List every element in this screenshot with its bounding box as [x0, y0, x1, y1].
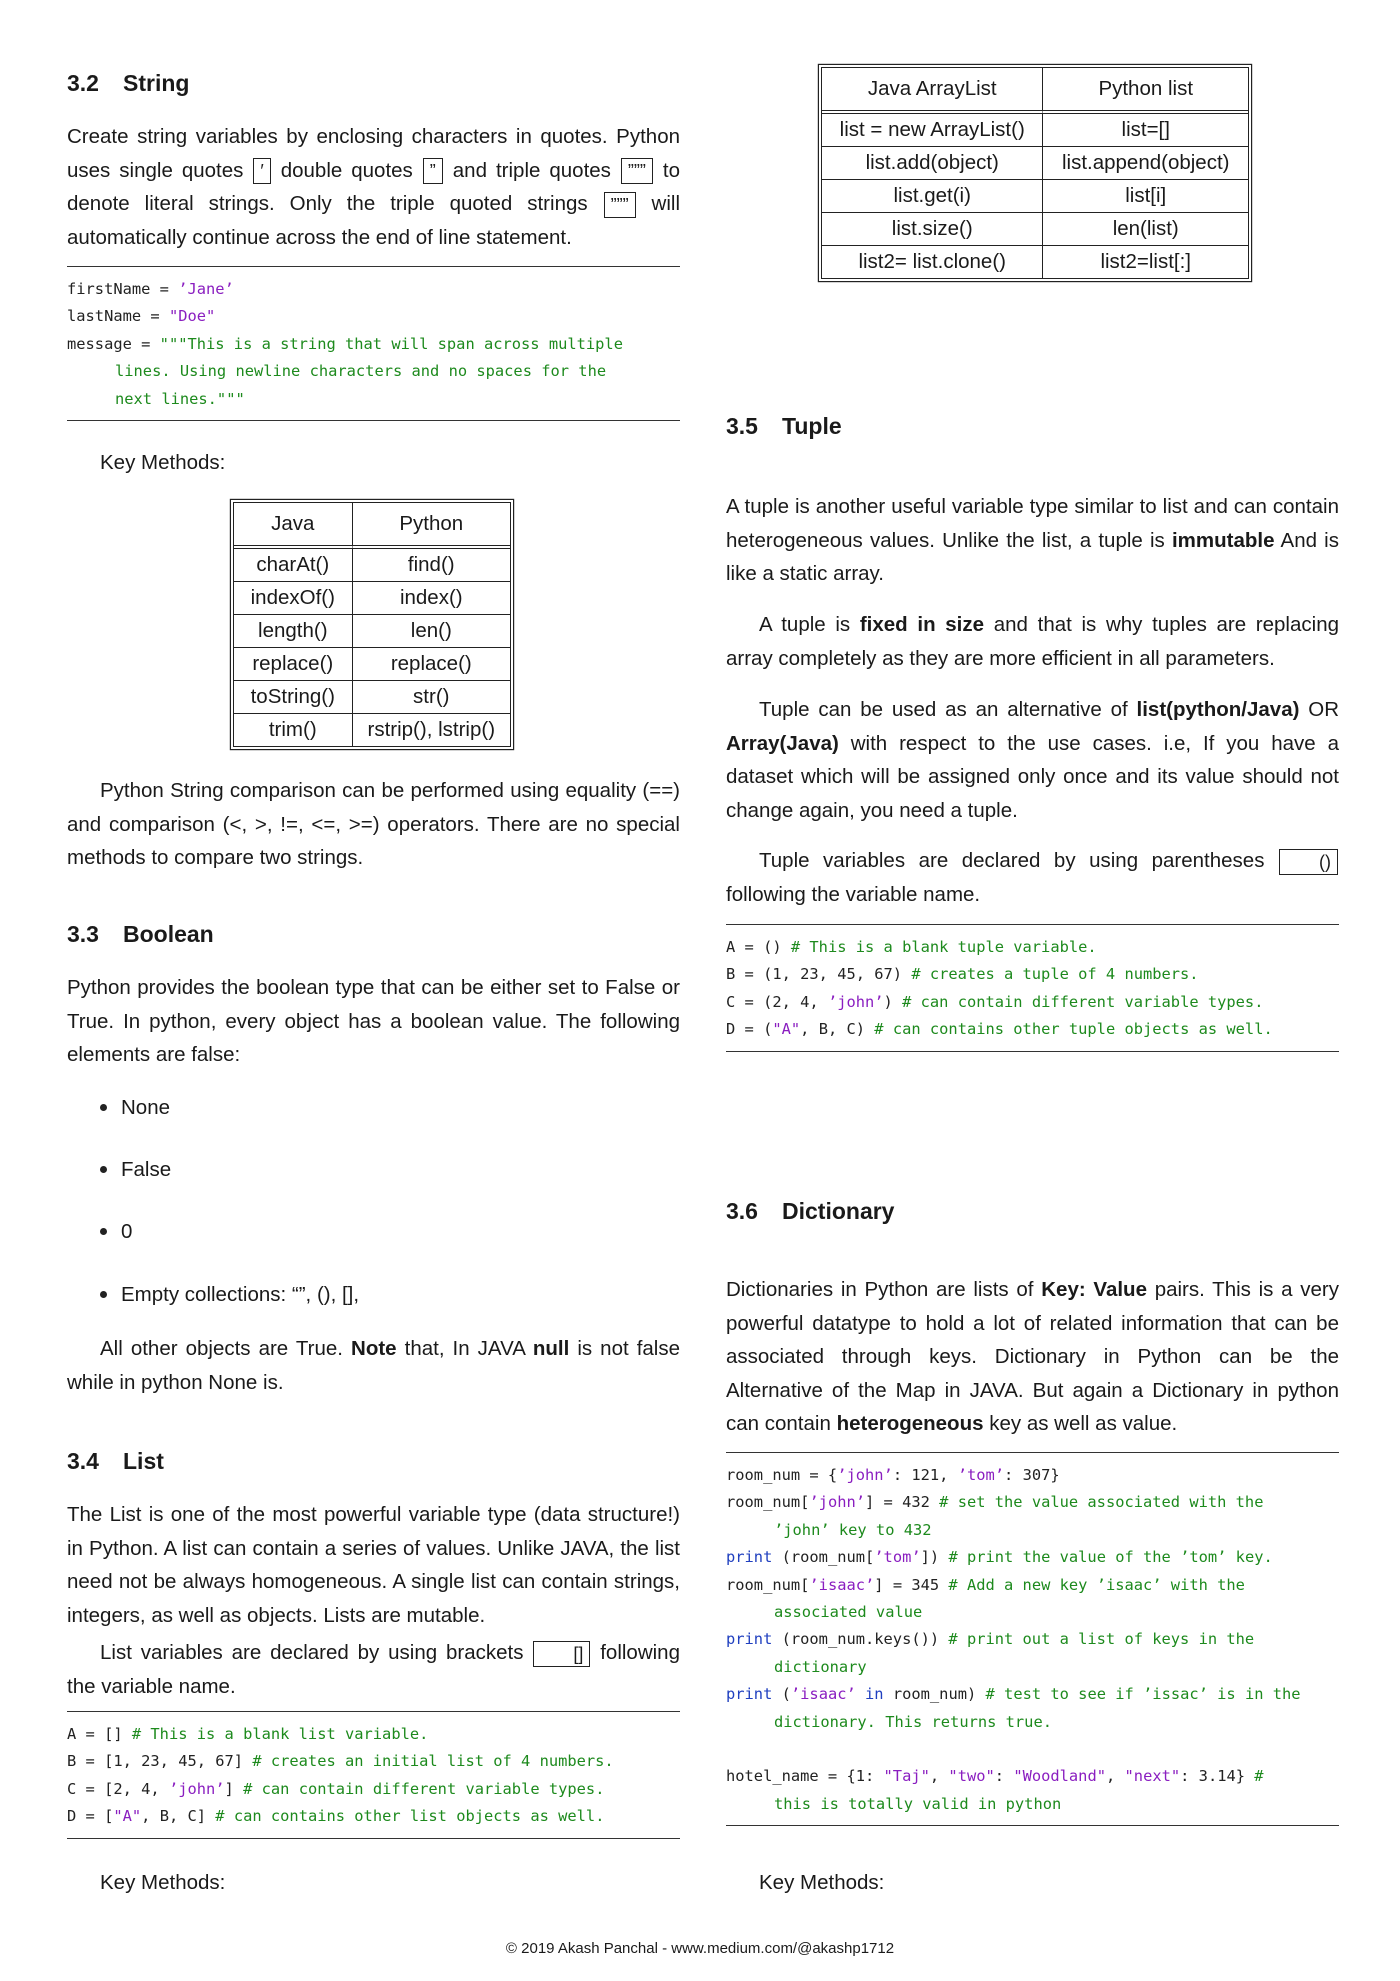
list-item-text: None	[121, 1096, 171, 1119]
table-row	[822, 179, 1248, 212]
dictionary-paragraph	[726, 1273, 1339, 1441]
table-cell: list.add(object)	[822, 146, 1042, 179]
code-text: : 307}	[1004, 1466, 1060, 1484]
code-line	[726, 1489, 1339, 1516]
text-span: will automatically continue across the end of line statement.	[67, 192, 681, 249]
table-cell: trim()	[234, 713, 352, 746]
code-string: "two"	[948, 1767, 995, 1786]
code-comment: # set the value associated with the	[939, 1493, 1264, 1512]
list-item-text: False	[121, 1158, 172, 1181]
code-string: ’john’	[827, 992, 884, 1011]
table-row	[234, 647, 510, 680]
table-header-cell: Python	[352, 503, 510, 545]
table-cell: length()	[234, 614, 352, 647]
bullet-dot	[100, 1291, 107, 1298]
code-text: , B, C]	[141, 1807, 216, 1826]
table-row	[234, 713, 510, 746]
code-string: "next"	[1124, 1767, 1181, 1786]
bold-text: immutable	[1171, 528, 1275, 552]
code-line	[726, 1763, 1339, 1790]
text-span: and triple quotes	[452, 158, 611, 182]
code-text: )	[883, 992, 903, 1011]
code-text: B = (1, 23, 45, 67)	[726, 965, 912, 984]
code-string: ’tom’	[957, 1466, 1005, 1484]
code-comment: # print out a list of keys in the	[948, 1630, 1255, 1649]
code-line: dictionary. This returns true.	[774, 1712, 1052, 1731]
code-text: :	[994, 1767, 1014, 1786]
list-item	[100, 1283, 359, 1307]
code-text: room_num[	[726, 1493, 810, 1512]
section-title: List	[123, 1448, 164, 1474]
code-comment: # can contains other list objects as well.	[215, 1807, 605, 1826]
page-footer: © 2019 Akash Panchal - www.medium.com/@akashp1712	[505, 1940, 895, 1957]
table-row	[234, 581, 510, 614]
tuple-paragraph-4	[726, 844, 1339, 911]
table-header-row	[234, 503, 510, 545]
code-text: : 3.14}	[1180, 1767, 1255, 1786]
code-text: D = [	[67, 1807, 114, 1826]
code-text: B = [1, 23, 45, 67]	[67, 1752, 253, 1771]
table-header-cell: Python list	[1042, 68, 1248, 110]
key-methods-label: Key Methods:	[100, 1871, 226, 1894]
tuple-paragraph-3	[726, 693, 1339, 827]
code-line: lines. Using newline characters and no spaces for the	[115, 362, 607, 381]
code-keyword: in	[855, 1685, 884, 1704]
code-text: room_num[	[726, 1575, 810, 1594]
bold-text: fixed in size	[859, 613, 985, 636]
code-comment: # print the value of the ’tom’ key.	[948, 1548, 1273, 1567]
code-text: ] = 432	[865, 1493, 940, 1512]
code-text: lastName =	[67, 307, 169, 326]
code-string: ’tom’	[874, 1548, 921, 1567]
table-cell: list.size()	[822, 212, 1042, 245]
code-comment: #	[1254, 1767, 1264, 1786]
table-cell: list = new ArrayList()	[822, 110, 1042, 146]
code-line	[726, 1572, 1339, 1599]
text-span: double quotes	[280, 158, 413, 182]
bullet-dot	[100, 1228, 107, 1235]
section-heading-string	[67, 70, 680, 97]
string-methods-table	[233, 502, 511, 747]
string-comparison-paragraph: Python String comparison can be performed using equality (==) and comparison (<, >, !=, <=, >=) operators. There are no special methods to compare two strings.	[67, 779, 680, 870]
code-line	[67, 1803, 680, 1830]
code-line	[726, 1462, 1339, 1489]
text-span: A tuple is	[759, 613, 851, 636]
text-span: List variables are declared by using brackets	[100, 1641, 524, 1664]
text-span: following the variable name.	[726, 882, 981, 906]
table-cell: list=[]	[1042, 110, 1248, 146]
boolean-intro-paragraph: Python provides the boolean type that can be either set to False or True. In python, every object has a boolean value. The following elements are false:	[67, 976, 680, 1067]
table-cell: find()	[352, 545, 510, 581]
code-text: room_num = {	[726, 1466, 838, 1484]
text-span: with respect to the use cases. i.e, If you have a dataset which will be assigned only once and its value should not change again, you need a tuple.	[726, 731, 1339, 822]
section-title: Dictionary	[782, 1198, 895, 1224]
table-row	[234, 680, 510, 713]
text-span: And is like a static array.	[726, 528, 1339, 586]
code-comment: # test to see if ’issac’ is in the	[985, 1685, 1301, 1704]
table-cell: index()	[352, 581, 510, 614]
code-text: A = []	[67, 1725, 132, 1743]
code-text: (room_num.keys())	[772, 1630, 949, 1649]
list-item-text: 0	[121, 1220, 133, 1243]
text-span: to denote literal strings. Only the triple quoted strings	[67, 158, 680, 216]
code-string: """This is a string that will span across multiple	[159, 334, 623, 353]
code-string: ’john’	[809, 1493, 866, 1512]
code-text: room_num)	[883, 1685, 986, 1704]
text-span: OR	[1308, 698, 1339, 721]
code-string: ’john’	[837, 1466, 893, 1484]
string-intro-paragraph	[67, 120, 680, 254]
text-span: key as well as value.	[989, 1412, 1178, 1436]
tuple-code-block	[726, 924, 1339, 1052]
table-header-row	[822, 68, 1248, 110]
list-item	[100, 1158, 171, 1182]
code-text: (	[772, 1685, 791, 1704]
code-keyword: print	[726, 1685, 773, 1704]
section-number: 3.2	[67, 70, 99, 96]
section-title: Tuple	[782, 413, 842, 439]
section-heading-boolean	[67, 921, 680, 948]
bold-text: Array(Java)	[726, 731, 839, 755]
text-span: following the variable name.	[67, 1641, 680, 1698]
dictionary-code-block	[726, 1452, 1339, 1826]
code-text: (room_num[	[772, 1548, 875, 1567]
section-heading-tuple	[726, 413, 1339, 440]
section-title: Boolean	[123, 921, 214, 947]
code-text: firstName =	[67, 280, 179, 298]
text-span: All other objects are True.	[100, 1337, 343, 1360]
code-line	[726, 1626, 1339, 1653]
string-code-block	[67, 266, 680, 421]
section-heading-list	[67, 1448, 680, 1475]
list-intro-paragraph: The List is one of the most powerful variable type (data structure!) in Python. A list can contain a series of values. Unlike JAVA, the list need not be always homogeneous. A single list can contain strings, integers, as well as objects. Lists are mutable.	[67, 1503, 680, 1627]
bullet-dot	[100, 1166, 107, 1173]
text-span: pairs. This is a very powerful datatype to hold a lot of related information that can be associated through keys. Dictionary in Python can be the Alternative of the Map in JAVA. But again a Dictionary in python can contain	[726, 1278, 1340, 1436]
key-methods-label: Key Methods:	[759, 1871, 885, 1894]
text-span: Tuple can be used as an alternative of	[759, 698, 1128, 721]
table-cell: rstrip(), lstrip()	[352, 713, 510, 746]
table-header-cell: Java ArrayList	[867, 77, 997, 100]
code-comment: # creates an initial list of 4 numbers.	[252, 1752, 614, 1771]
bold-text: list(python/Java)	[1136, 698, 1300, 721]
bracket-box: []	[533, 1641, 590, 1667]
table-row	[822, 245, 1248, 278]
code-text: ,	[929, 1767, 949, 1786]
list-item	[100, 1096, 170, 1120]
table-cell: indexOf()	[234, 581, 352, 614]
triple-quote-box: ”””	[604, 192, 636, 218]
code-text: ]	[224, 1779, 244, 1798]
table-row	[234, 545, 510, 581]
text-span: that, In JAVA	[404, 1337, 525, 1360]
code-string: ’isaac’	[809, 1575, 875, 1594]
table-cell: replace()	[234, 647, 352, 680]
code-line	[726, 1681, 1339, 1708]
text-span: Create string variables by enclosing characters in quotes. Python uses single quotes	[67, 125, 680, 182]
code-line	[67, 331, 680, 358]
code-text: ] = 345	[874, 1575, 949, 1594]
code-keyword: print	[726, 1630, 773, 1649]
code-text: : 121,	[892, 1466, 958, 1484]
code-line	[726, 989, 1339, 1016]
table-cell: str()	[352, 680, 510, 713]
parentheses-box: ()	[1279, 849, 1338, 875]
code-string: ’Jane’	[178, 280, 234, 298]
code-text: ])	[920, 1548, 949, 1567]
code-line: associated value	[774, 1603, 923, 1622]
bold-text: Key: Value	[1041, 1278, 1147, 1301]
code-keyword: print	[726, 1548, 773, 1567]
table-cell: charAt()	[234, 545, 352, 581]
section-number: 3.6	[726, 1198, 758, 1224]
code-string: "Woodland"	[1013, 1767, 1106, 1786]
table-body	[822, 68, 1248, 278]
text-span: Tuple variables are declared by using parentheses	[759, 849, 1265, 872]
table-body	[234, 503, 510, 746]
single-quote-box: ′	[253, 158, 270, 184]
double-quote-box: ”	[423, 158, 443, 184]
code-line	[67, 276, 680, 303]
code-comment: # can contain different variable types.	[902, 992, 1264, 1011]
list-code-block	[67, 1711, 680, 1839]
section-number: 3.4	[67, 1448, 99, 1474]
table-row	[822, 212, 1248, 245]
code-line	[67, 1776, 680, 1803]
code-text: , B, C)	[800, 1020, 875, 1039]
code-line-blank	[726, 1736, 1339, 1763]
triple-quote-box: ”””	[621, 158, 653, 184]
code-text: hotel_name = {1:	[726, 1767, 884, 1786]
code-line	[67, 1748, 680, 1775]
arraylist-comparison-table	[821, 67, 1249, 279]
text-span: is not false while in python None is.	[67, 1337, 681, 1394]
table-cell: list2= list.clone()	[822, 245, 1042, 278]
code-comment: # Add a new key ’isaac’ with the	[948, 1575, 1245, 1594]
code-line: ’john’ key to 432	[774, 1520, 932, 1539]
code-line	[726, 1544, 1339, 1571]
code-line: dictionary	[774, 1657, 867, 1676]
code-string: "Doe"	[168, 307, 216, 326]
arraylist-table-wrap	[821, 67, 1249, 279]
code-line	[726, 961, 1339, 988]
code-line	[726, 934, 1339, 961]
table-row	[822, 110, 1248, 146]
code-string: "A"	[113, 1807, 142, 1826]
code-comment: # This is a blank tuple variable.	[790, 938, 1097, 956]
code-line: this is totally valid in python	[774, 1794, 1062, 1813]
code-text: C = [2, 4,	[67, 1779, 169, 1798]
code-comment: # This is a blank list variable.	[131, 1725, 429, 1743]
code-string: ’john’	[168, 1779, 225, 1798]
code-string: "A"	[772, 1020, 801, 1039]
section-number: 3.3	[67, 921, 99, 947]
table-row	[822, 146, 1248, 179]
text-span: and that is why tuples are replacing array completely as they are more efficient in all parameters.	[726, 613, 1339, 670]
table-header-cell: Java	[271, 512, 315, 535]
table-cell: list2=list[:]	[1042, 245, 1248, 278]
table-cell: list[i]	[1042, 179, 1248, 212]
code-text: A = ()	[726, 938, 791, 956]
boolean-outro-paragraph	[67, 1332, 680, 1399]
code-line	[67, 303, 680, 330]
text-span: Dictionaries in Python are lists of	[726, 1278, 1034, 1301]
table-cell: toString()	[234, 680, 352, 713]
table-cell: len(list)	[1042, 212, 1248, 245]
bold-text: null	[532, 1337, 570, 1360]
code-comment: # can contains other tuple objects as well.	[874, 1020, 1273, 1039]
table-row	[234, 614, 510, 647]
table-cell: list.get(i)	[822, 179, 1042, 212]
list-declaration-paragraph	[67, 1636, 680, 1703]
bold-text: heterogeneous	[836, 1412, 984, 1436]
table-cell: replace()	[352, 647, 510, 680]
code-line	[726, 1016, 1339, 1043]
table-cell: list.append(object)	[1042, 146, 1248, 179]
section-number: 3.5	[726, 413, 758, 439]
list-item	[100, 1220, 132, 1244]
code-text: C = (2, 4,	[726, 992, 828, 1011]
code-string: ’isaac’	[790, 1685, 856, 1704]
text-span: A tuple is another useful variable type similar to list and can contain heterogeneous values. Unlike the list, a tuple is	[726, 495, 1339, 552]
tuple-paragraph-1	[726, 490, 1339, 591]
key-methods-label: Key Methods:	[100, 451, 226, 474]
tuple-paragraph-2	[726, 608, 1339, 675]
code-text: ,	[1105, 1767, 1125, 1786]
table-cell: len()	[352, 614, 510, 647]
code-string: "Taj"	[883, 1767, 930, 1786]
code-comment: # can contain different variable types.	[243, 1779, 605, 1798]
section-heading-dictionary	[726, 1198, 1339, 1225]
bullet-dot	[100, 1104, 107, 1111]
list-item-text: Empty collections: “”, (), [],	[121, 1283, 360, 1306]
code-text: D = (	[726, 1020, 773, 1039]
code-comment: # creates a tuple of 4 numbers.	[911, 965, 1199, 984]
string-methods-table-wrap	[233, 502, 511, 747]
code-text: message =	[67, 334, 160, 353]
section-title: String	[123, 70, 190, 96]
code-line	[67, 1721, 680, 1748]
code-line: next lines."""	[115, 389, 245, 408]
bold-text: Note	[351, 1337, 397, 1360]
